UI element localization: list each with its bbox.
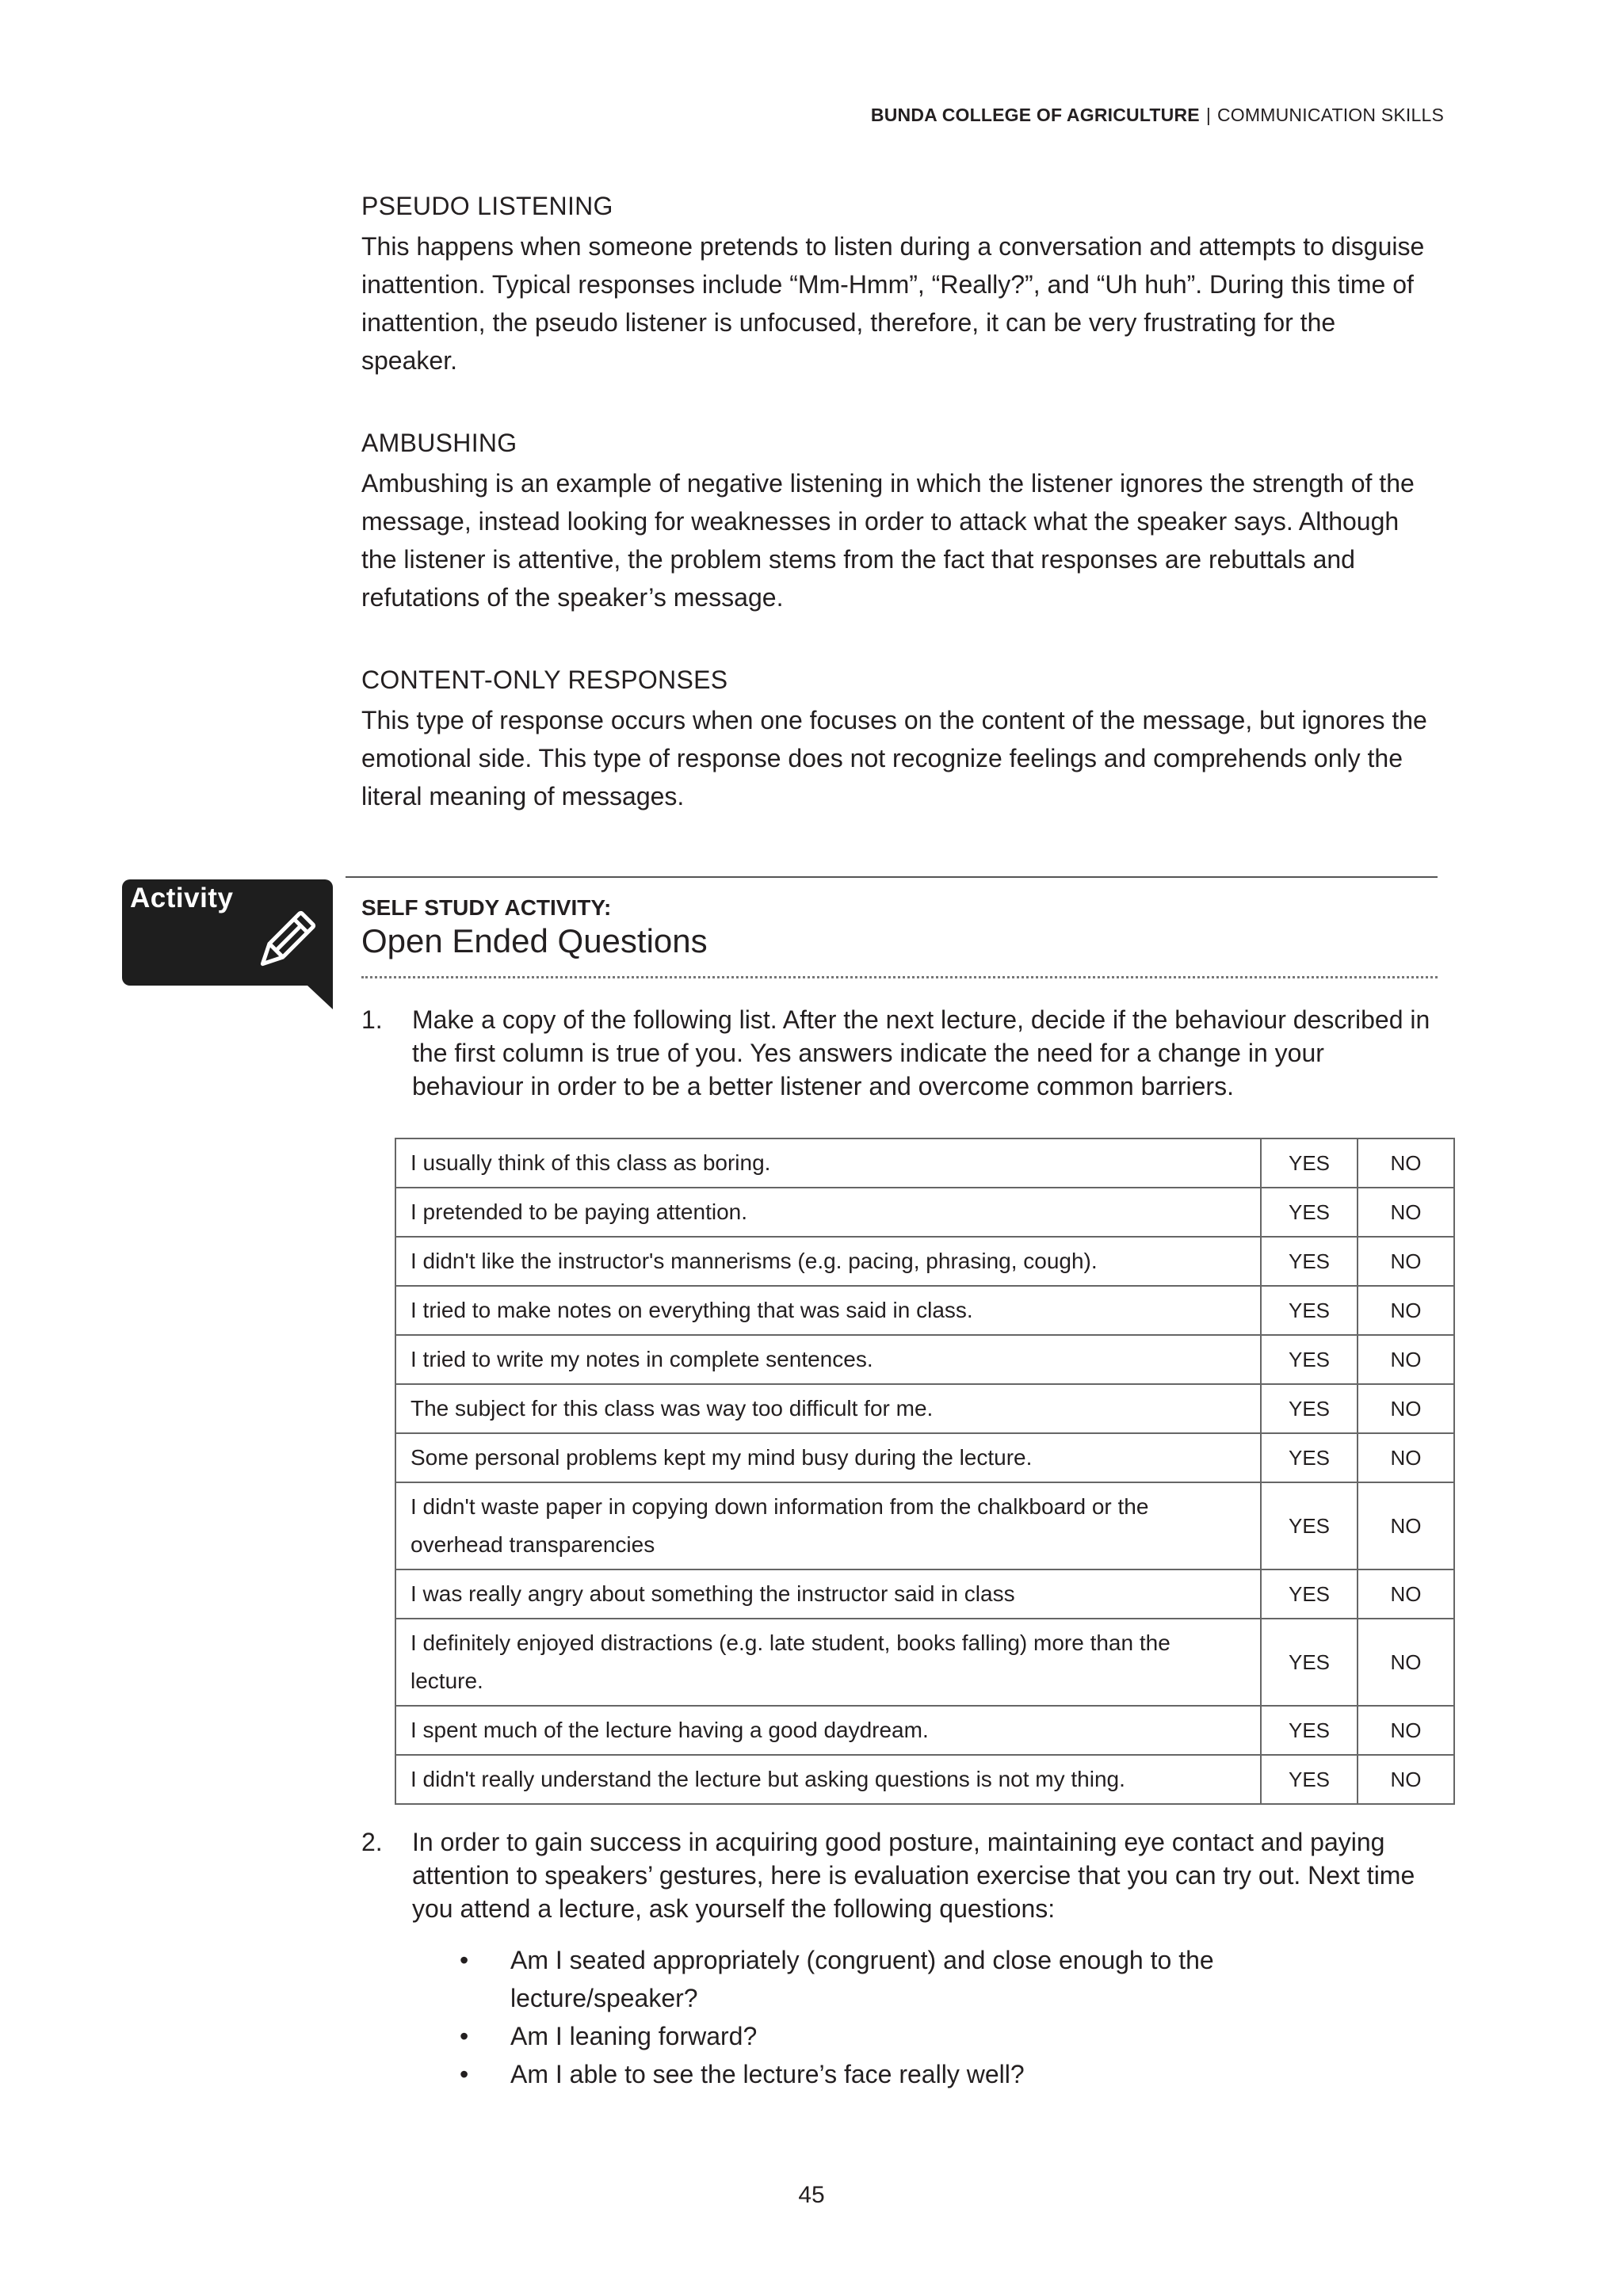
table-row [395, 1706, 1454, 1755]
yes-cell: YES [1261, 1755, 1358, 1804]
no-cell: NO [1358, 1619, 1454, 1706]
list-item [460, 2017, 1395, 2055]
question-1 [361, 1003, 1439, 1103]
section-heading: AMBUSHING [361, 429, 517, 457]
no-cell: NO [1358, 1138, 1454, 1188]
table-row [395, 1286, 1454, 1335]
header-separator: | [1205, 105, 1211, 125]
statement-cell: I tried to make notes on everything that was said in class. [395, 1286, 1261, 1335]
no-cell: NO [1358, 1569, 1454, 1619]
table-row [395, 1188, 1454, 1237]
no-cell: NO [1358, 1237, 1454, 1286]
no-cell: NO [1358, 1482, 1454, 1569]
activity-title: Open Ended Questions [361, 922, 708, 959]
list-item-text: Am I able to see the lecture’s face really well? [510, 2060, 1025, 2088]
list-item [460, 1941, 1395, 2017]
activity-badge-label: Activity [130, 883, 234, 913]
statement-cell: I usually think of this class as boring. [395, 1138, 1261, 1188]
activity-badge-tail [307, 986, 333, 1009]
yes-cell: YES [1261, 1433, 1358, 1482]
table-row [395, 1755, 1454, 1804]
no-cell: NO [1358, 1433, 1454, 1482]
header-course: COMMUNICATION SKILLS [1217, 105, 1444, 125]
table-row [395, 1237, 1454, 1286]
yes-cell: YES [1261, 1188, 1358, 1237]
statement-cell: I pretended to be paying attention. [395, 1188, 1261, 1237]
yes-cell: YES [1261, 1482, 1358, 1569]
table-row [395, 1433, 1454, 1482]
statement-cell: The subject for this class was way too difficult for me. [395, 1384, 1261, 1433]
yes-cell: YES [1261, 1569, 1358, 1619]
header-institution: BUNDA COLLEGE OF AGRICULTURE [870, 105, 1200, 125]
table-row [395, 1384, 1454, 1433]
activity-divider [346, 876, 1438, 878]
yes-cell: YES [1261, 1237, 1358, 1286]
statement-cell: I didn't like the instructor's mannerisms (e.g. pacing, phrasing, cough). [395, 1237, 1261, 1286]
bullet-icon: • [460, 2022, 469, 2050]
question-text: In order to gain success in acquiring good posture, maintaining eye contact and paying attention to speakers’ gestures, here is evaluation exercise that you can try out. Next time you attend a lecture, ask yourself the following questions: [412, 1828, 1415, 1923]
yes-cell: YES [1261, 1384, 1358, 1433]
table-row [395, 1569, 1454, 1619]
no-cell: NO [1358, 1286, 1454, 1335]
no-cell: NO [1358, 1755, 1454, 1804]
running-header [871, 105, 1444, 126]
table-row [395, 1619, 1454, 1706]
list-item [460, 2055, 1395, 2093]
question-number: 1. [361, 1005, 383, 1034]
table-row [395, 1335, 1454, 1384]
section-heading: PSEUDO LISTENING [361, 192, 613, 220]
statement-cell: I didn't really understand the lecture but asking questions is not my thing. [395, 1755, 1261, 1804]
section-text: This happens when someone pretends to listen during a conversation and attempts to disguise inattention. Typical responses include “Mm-Hmm”, “Really?”, and “Uh huh”. During this time of inattention, the pseudo listener is unfocused, therefore, it can be very frustrating for the speaker. [361, 232, 1425, 375]
no-cell: NO [1358, 1706, 1454, 1755]
yes-cell: YES [1261, 1619, 1358, 1706]
section-pseudo-listening [361, 192, 1431, 379]
question-text: Make a copy of the following list. After the next lecture, decide if the behaviour described in the first column is true of you. Yes answers indicate the need for a change in your behaviour in order to be a better listener and overcome common barriers. [412, 1005, 1430, 1100]
bullet-icon: • [460, 2060, 469, 2088]
no-cell: NO [1358, 1335, 1454, 1384]
statement-cell: I definitely enjoyed distractions (e.g. late student, books falling) more than the lecture. [395, 1619, 1261, 1706]
section-text: This type of response occurs when one focuses on the content of the message, but ignores the emotional side. This type of response does not recognize feelings and comprehends only the literal meaning of messages. [361, 706, 1427, 810]
section-text: Ambushing is an example of negative listening in which the listener ignores the strength of the message, instead looking for weaknesses in order to attack what the speaker says. Although the listener is attentive, the problem stems from the fact that responses are rebuttals and refutations of the speaker’s message. [361, 469, 1415, 612]
list-item-text: Am I leaning forward? [510, 2022, 758, 2050]
no-cell: NO [1358, 1188, 1454, 1237]
no-cell: NO [1358, 1384, 1454, 1433]
bullet-icon: • [460, 1946, 469, 1974]
yes-cell: YES [1261, 1335, 1358, 1384]
section-content-only [361, 666, 1431, 815]
question-2 [361, 1825, 1439, 1925]
yes-cell: YES [1261, 1706, 1358, 1755]
activity-label: SELF STUDY ACTIVITY: [361, 895, 612, 920]
activity-badge [122, 879, 333, 986]
activity-dotted-divider [361, 976, 1438, 978]
table-row [395, 1482, 1454, 1569]
table-row [395, 1138, 1454, 1188]
yes-cell: YES [1261, 1286, 1358, 1335]
section-ambushing [361, 429, 1431, 616]
page-number: 45 [798, 2182, 825, 2208]
section-heading: CONTENT-ONLY RESPONSES [361, 666, 728, 694]
statement-cell: I spent much of the lecture having a good daydream. [395, 1706, 1261, 1755]
question-number: 2. [361, 1828, 383, 1856]
statement-cell: Some personal problems kept my mind busy during the lecture. [395, 1433, 1261, 1482]
statement-cell: I tried to write my notes in complete sentences. [395, 1335, 1261, 1384]
question-2-bullets [460, 1941, 1395, 2093]
yes-cell: YES [1261, 1138, 1358, 1188]
statement-cell: I didn't waste paper in copying down information from the chalkboard or the overhead transparencies [395, 1482, 1261, 1569]
statement-cell: I was really angry about something the instructor said in class [395, 1569, 1261, 1619]
behaviour-checklist-table [395, 1138, 1455, 1805]
list-item-text: Am I seated appropriately (congruent) and close enough to the lecture/speaker? [510, 1946, 1214, 2012]
